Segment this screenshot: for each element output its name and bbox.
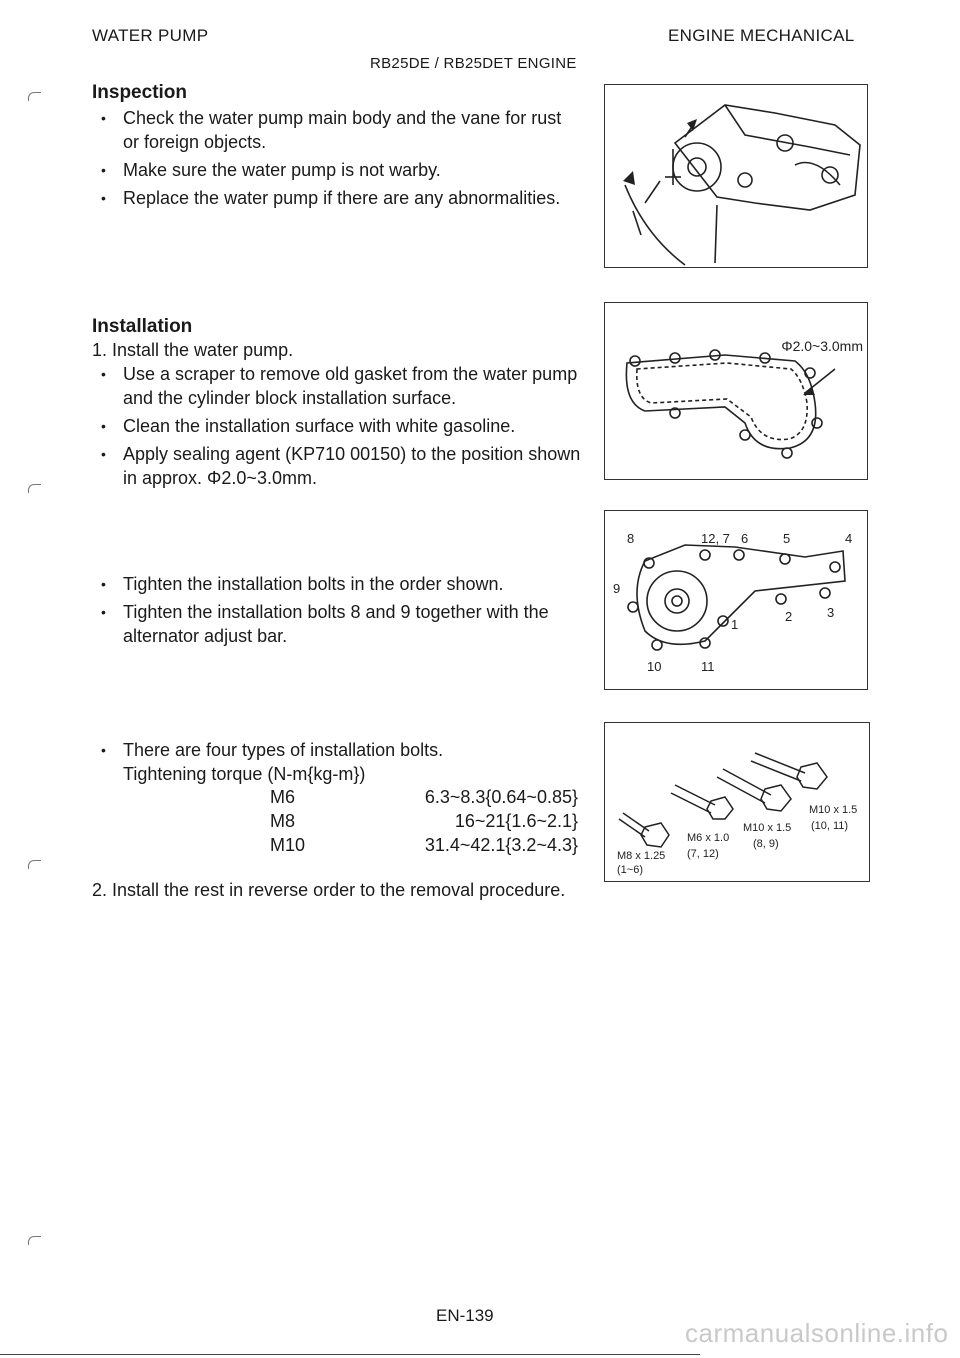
list-item: • Apply sealing agent (KP710 00150) to the position shown in approx. Φ2.0~3.0mm. xyxy=(92,442,582,490)
list-item: • Make sure the water pump is not warby. xyxy=(92,158,582,182)
margin-mark xyxy=(28,484,41,493)
installation-list xyxy=(92,362,582,494)
page-number: EN-139 xyxy=(436,1306,494,1325)
margin-mark xyxy=(28,860,41,869)
section-header-right: ENGINE MECHANICAL xyxy=(668,26,855,45)
bolt-type-where: (7, 12) xyxy=(687,848,719,860)
bolt-label: 4 xyxy=(845,531,853,546)
torque-value: 6.3~8.3{0.64~0.85} xyxy=(424,787,578,807)
margin-mark xyxy=(28,92,41,101)
installation-step-2: 2. Install the rest in reverse order to the removal procedure. xyxy=(92,880,566,900)
bolt-label: 8 xyxy=(627,531,635,546)
watermark: carmanualsonline.info xyxy=(685,1318,949,1348)
bolt-label: 3 xyxy=(827,605,835,620)
sealant-diameter-label: Φ2.0~3.0mm xyxy=(781,338,863,354)
bolt-type-name: M10 x 1.5 xyxy=(809,804,858,816)
bolt-types-figure xyxy=(604,722,870,882)
engine-subtitle: RB25DE / RB25DET ENGINE xyxy=(370,55,577,72)
bolt-type-name: M8 x 1.25 xyxy=(617,850,666,862)
list-item: • Clean the installation surface with white gasoline. xyxy=(92,414,582,438)
torque-heading: Tightening torque (N-m{kg-m}) xyxy=(123,764,366,784)
bolt-label: 12, 7 xyxy=(701,531,730,546)
sealant-figure xyxy=(604,302,868,480)
bolt-label: 11 xyxy=(701,659,715,674)
section-header-left: WATER PUMP xyxy=(92,26,209,45)
margin-mark xyxy=(28,1236,41,1245)
bolt-type-where: (8, 9) xyxy=(753,838,779,850)
installation-title: Installation xyxy=(92,316,193,337)
bolt-order-figure xyxy=(604,510,868,690)
bolt-type-where: (1~6) xyxy=(617,864,643,876)
bolt-type-name: M10 x 1.5 xyxy=(743,822,792,834)
footer-rule xyxy=(0,1354,700,1355)
pump-inspection-figure xyxy=(604,84,868,268)
inspection-list xyxy=(92,106,582,214)
bolt-label: 9 xyxy=(613,581,621,596)
list-item: • Use a scraper to remove old gasket from the water pump and the cylinder block installation surface. xyxy=(92,362,582,410)
bolt-label: 6 xyxy=(741,531,749,546)
installation-step-1: 1. Install the water pump. xyxy=(92,340,294,360)
tighten-list xyxy=(92,572,582,652)
list-item: • Replace the water pump if there are any abnormalities. xyxy=(92,186,582,210)
list-item: • Tighten the installation bolts 8 and 9 together with the alternator adjust bar. xyxy=(92,600,582,648)
bolt-type-where: (10, 11) xyxy=(811,820,849,832)
torque-size: M6 xyxy=(270,787,296,807)
list-item: • There are four types of installation bolts. xyxy=(92,738,582,762)
torque-size: M8 xyxy=(270,811,296,831)
inspection-title: Inspection xyxy=(92,82,188,103)
torque-value: 31.4~42.1{3.2~4.3} xyxy=(424,835,578,855)
bolt-label: 5 xyxy=(783,531,791,546)
torque-size: M10 xyxy=(270,835,306,855)
list-item: • Check the water pump main body and the vane for rust or foreign objects. xyxy=(92,106,582,154)
bolt-label: 2 xyxy=(785,609,793,624)
bolt-type-name: M6 x 1.0 xyxy=(687,832,730,844)
list-item: • Tighten the installation bolts in the order shown. xyxy=(92,572,582,596)
torque-value: 16~21{1.6~2.1} xyxy=(454,811,578,831)
bolt-label: 10 xyxy=(647,659,662,674)
bolt-label: 1 xyxy=(731,617,739,632)
